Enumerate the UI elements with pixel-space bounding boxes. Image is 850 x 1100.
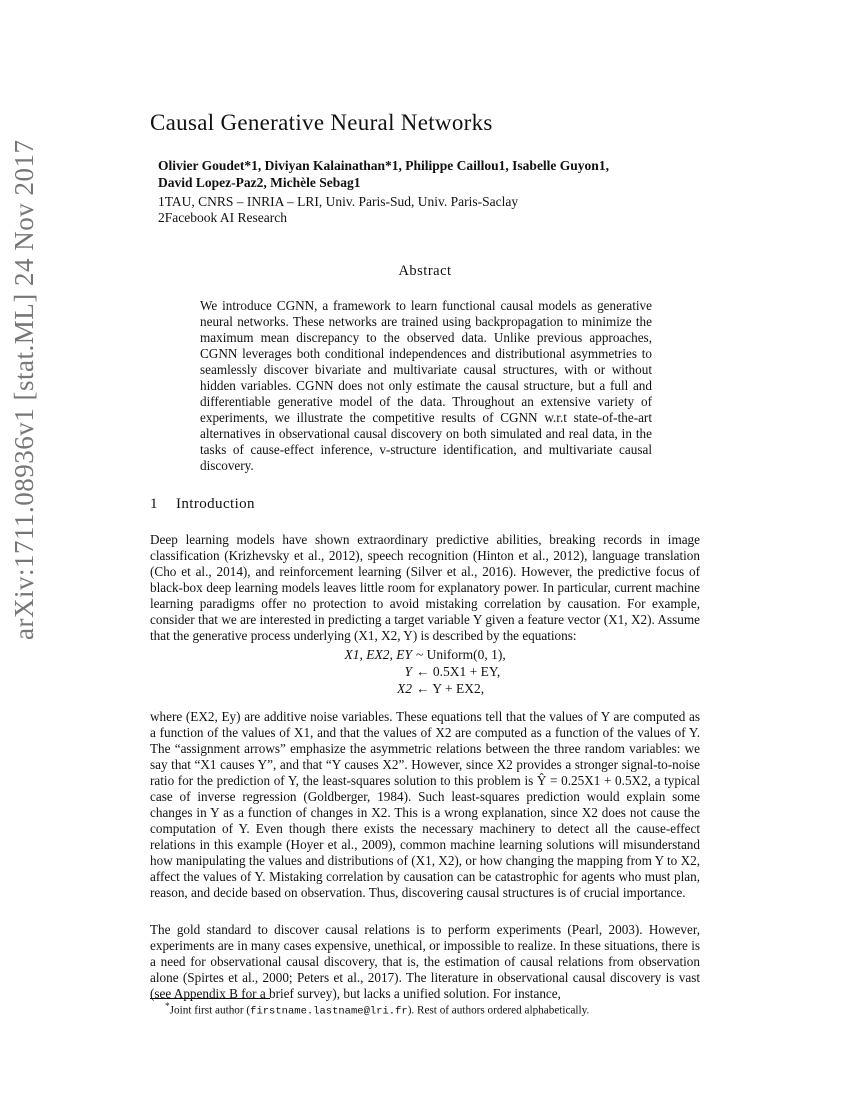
footnote-text-after: ). Rest of authors ordered alphabetically. [407, 1004, 590, 1017]
section-title: Introduction [176, 496, 255, 512]
intro-paragraph-1: Deep learning models have shown extraordinary predictive abilities, breaking records in image classification (Krizhevsky et al., 2012), speech recognition (Hinton et al., 2012), language translation (Cho et al., 2014), and reinforcement learning (Silver et al., 2016). However, the predictive focus of black-box deep learning models leaves little room for explanatory power. In particular, current machine learning paradigms offer no protection to avoid mistaking correlation by causation. For example, consider that we are interested in predicting a target variable Y given a feature vector (X1, X2). Assume that the generative process underlying (X1, X2, Y) is described by the equations: [150, 532, 700, 643]
equation-rhs: ← Y + EX2, [416, 681, 485, 696]
footnote-mark: * [165, 1002, 170, 1012]
affiliation-2: 2Facebook AI Research [158, 210, 287, 225]
equation-row [300, 646, 550, 663]
section-number: 1 [150, 496, 158, 512]
authors-line-2: David Lopez-Paz2, Michèle Sebag1 [158, 175, 361, 190]
footnote [165, 1002, 589, 1018]
equation-row [300, 680, 550, 697]
paper-title: Causal Generative Neural Networks [150, 110, 493, 135]
arxiv-identifier: arXiv:1711.08936v1 [stat.ML] 24 Nov 2017 [9, 139, 39, 640]
intro-paragraph-3: The gold standard to discover causal relations is to perform experiments (Pearl, 2003). However, experiments are in many cases expensive, unethical, or impossible to realize. In these situations, there is a need for observational causal discovery, that is, the estimation of causal relations from observation alone (Spirtes et al., 2000; Peters et al., 2017). The literature in observational causal discovery is vast (see Appendix B for a brief survey), but lacks a unified solution. For instance, [150, 922, 700, 1001]
intro-paragraph-2: where (EX2, Ey) are additive noise variables. These equations tell that the values of Y are computed as a function of the values of X1, and that the values of X2 are computed as a function of the values of Y. The “assignment arrows” emphasize the asymmetric relations between the three random variables: we say that “X1 causes Y”, and that “Y causes X2”. However, since X2 provides a stronger signal-to-noise ratio for the prediction of Y, the least-squares solution to this problem is Ŷ = 0.25X1 + 0.5X2, a typical case of inverse regression (Goldberger, 1984). Such least-squares prediction would explain some changes in Y as a function of changes in X2. This is a wrong explanation, since X2 does not cause the computation of Y. Even though there exists the necessary machinery to detect all the cause-effect relations in this example (Hoyer et al., 2009), common machine learning solutions will misunderstand how manipulating the values and distributions of (X1, X2), or how changing the mapping from Y to X2, affect the values of Y. Mistaking correlation by causation can be catastrophic for agents who must plan, reason, and decide based on observation. Thus, discovering causal structures is of crucial importance. [150, 709, 700, 900]
footnote-email: firstname.lastname@lri.fr [250, 1005, 408, 1018]
equation-row [300, 663, 550, 680]
equation-lhs: X1, EX2, EY [344, 647, 412, 662]
author-list [158, 157, 698, 191]
affiliation-1: 1TAU, CNRS – INRIA – LRI, Univ. Paris-Sud, Univ. Paris-Saclay [158, 194, 519, 209]
equation-rhs: ← 0.5X1 + EY, [416, 664, 501, 679]
authors-line-1: Olivier Goudet*1, Diviyan Kalainathan*1, Philippe Caillou1, Isabelle Guyon1, [158, 158, 609, 173]
equation-block [300, 646, 550, 697]
equation-rhs: ~ Uniform(0, 1), [416, 647, 506, 662]
abstract-heading: Abstract [398, 263, 452, 279]
footnote-text-before: Joint first author ( [169, 1004, 251, 1017]
section-heading [150, 496, 255, 513]
equation-lhs: X2 [397, 681, 412, 696]
equation-lhs: Y [404, 664, 412, 679]
abstract-text: We introduce CGNN, a framework to learn functional causal models as generative neural networks. These networks are trained using backpropagation to minimize the maximum mean discrepancy to the observed data. Unlike previous approaches, CGNN leverages both conditional independences and distributional asymmetries to seamlessly discover bivariate and multivariate causal structures, with or without hidden variables. CGNN does not only estimate the causal structure, but a full and differentiable generative model of the data. Throughout an extensive variety of experiments, we illustrate the competitive results of CGNN w.r.t state-of-the-art alternatives in observational causal discovery on both simulated and real data, in the tasks of cause-effect inference, v-structure identification, and multivariate causal discovery. [200, 298, 652, 473]
footnote-divider [150, 998, 270, 999]
